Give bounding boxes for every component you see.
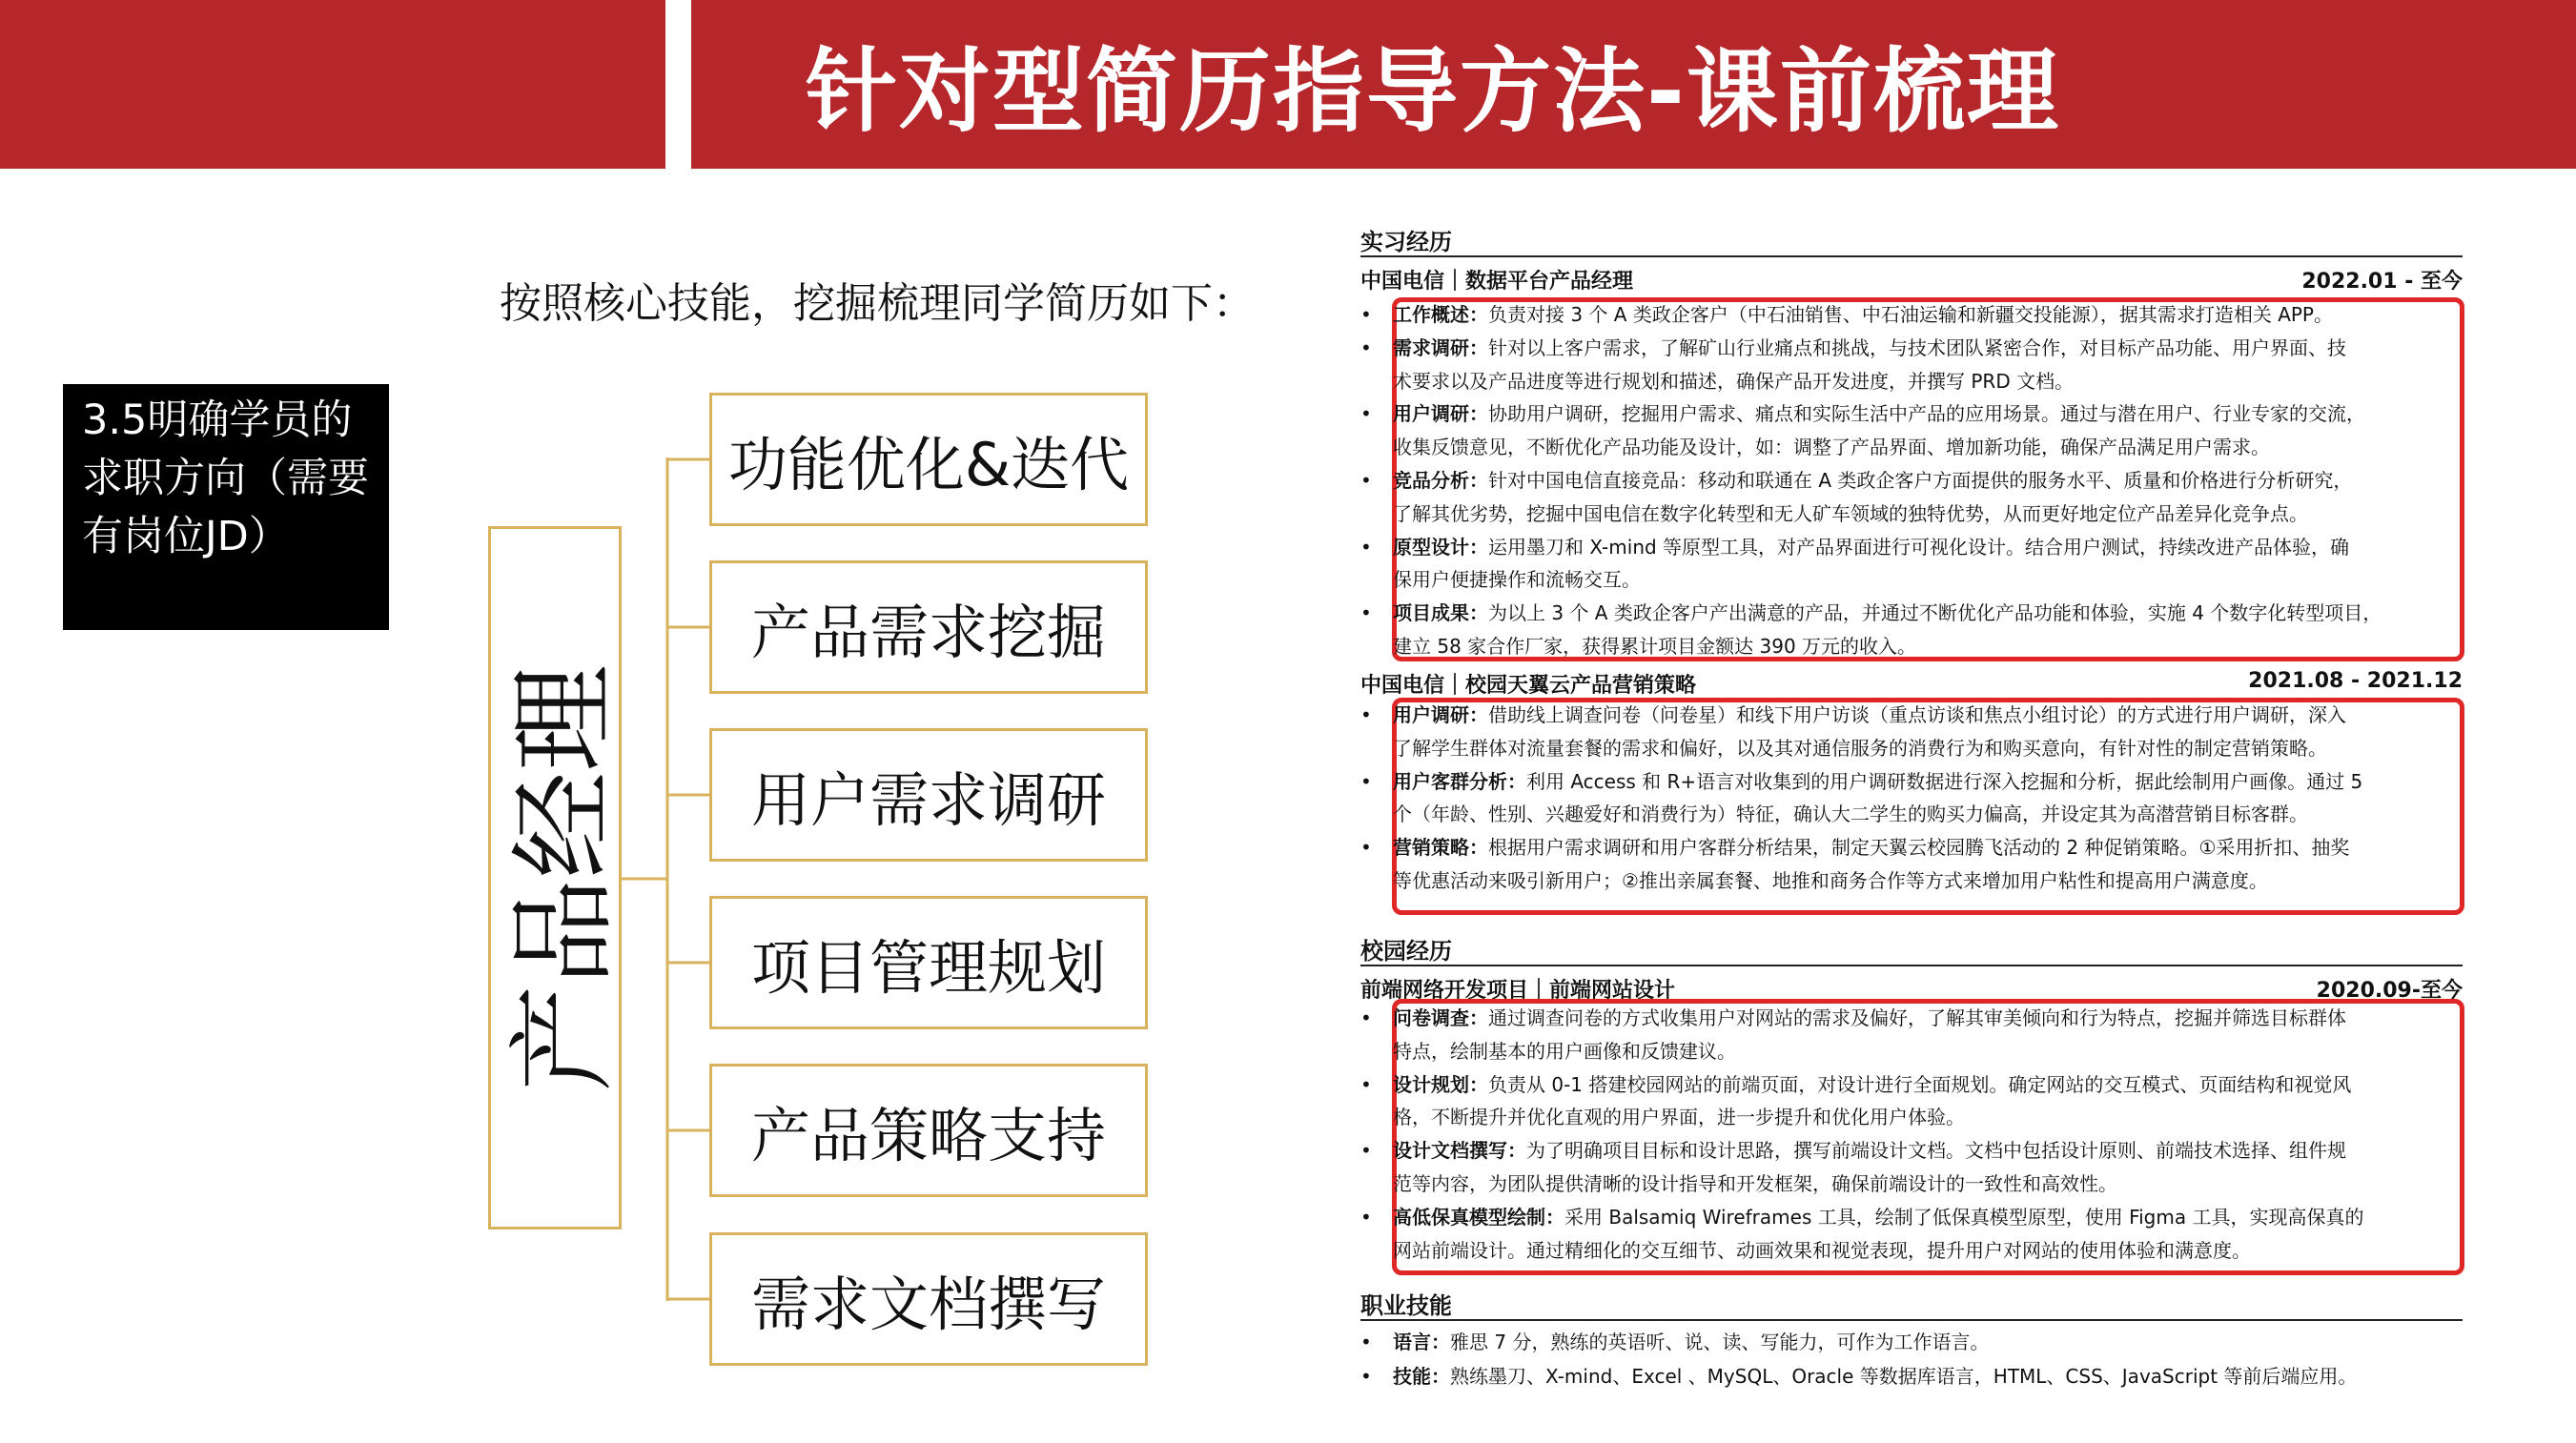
line-text: 了解其优劣势，挖掘中国电信在数字化转型和无人矿车领域的独特优势，从而更好地定位产品差异化竞争点。 [1393, 501, 2308, 525]
resume-line [1360, 737, 2463, 760]
section-heading: 职业技能 [1360, 1292, 1452, 1319]
resume-line [1360, 1139, 2463, 1162]
line-text: 根据用户需求调研和用户客群分析结果，制定天翼云校园腾飞活动的 2 种促销策略。①采用折扣、抽奖 [1488, 836, 2350, 860]
line-text: 了解学生群体对流量套餐的需求和偏好，以及其对通信服务的消费行为和购买意向，有针对性的制定营销策略。 [1393, 736, 2327, 760]
line-key: 设计规划： [1393, 1072, 1488, 1096]
line-text: 利用 Access 和 R+语言对收集到的用户调研数据进行深入挖掘和分析，据此绘制用户画像。通过 5 [1526, 769, 2363, 793]
bullet: • [1360, 402, 1372, 426]
resume-line [1360, 703, 2463, 726]
line-text: 个（年龄、性别、兴趣爱好和消费行为）特征，确认大二学生的购买力偏高，并设定其为高潜营销目标客群。 [1393, 803, 2308, 826]
skill-box: 产品策略支持 [709, 1064, 1148, 1197]
line-text: 为以上 3 个 A 类政企客户产出满意的产品，并通过不断优化产品功能和体验，实施 4 个数字化转型项目， [1488, 601, 2382, 625]
resume-line [1360, 469, 2463, 492]
line-key: 用户客群分析： [1393, 769, 1526, 793]
line-text: 负责从 0-1 搭建校园网站的前端页面，对设计进行全面规划。确定网站的交互模式、页面结构和视觉风 [1488, 1072, 2352, 1096]
line-text: 建立 58 家合作厂家，获得累计项目金额达 390 万元的收入。 [1393, 635, 1917, 658]
resume-line [1360, 1365, 2463, 1388]
bullet: • [1360, 469, 1372, 492]
resume-line [1360, 1040, 2463, 1063]
line-text: 针对以上客户需求，了解矿山行业痛点和挑战，与技术团队紧密合作，对目标产品功能、用户界面、技 [1488, 335, 2346, 359]
bullet: • [1360, 335, 1372, 359]
bullet: • [1360, 836, 1372, 860]
line-text: 为了明确项目目标和设计思路，撰写前端设计文档。文档中包括设计原则、前端技术选择、组件规 [1526, 1139, 2346, 1163]
resume-line [1360, 836, 2463, 859]
line-key: 用户调研： [1393, 402, 1488, 426]
resume-excerpt [1349, 200, 2474, 1415]
resume-line [1360, 1331, 2463, 1353]
bullet: • [1360, 535, 1372, 559]
section-rule [1360, 255, 2463, 257]
job-title: 前端网络开发项目｜前端网站设计 [1360, 979, 1676, 1003]
resume-line [1360, 1106, 2463, 1128]
resume-line [1360, 1006, 2463, 1029]
line-key: 高低保真模型绘制： [1393, 1205, 1564, 1229]
bullet: • [1360, 1205, 1372, 1229]
skill-box: 产品需求挖掘 [709, 560, 1148, 694]
section-rule [1360, 965, 2463, 966]
line-key: 语言： [1393, 1331, 1450, 1353]
line-key: 原型设计： [1393, 535, 1488, 559]
bullet: • [1360, 601, 1372, 625]
connector-bracket [622, 457, 713, 1301]
line-key: 需求调研： [1393, 335, 1488, 359]
line-text: 负责对接 3 个 A 类政企客户（中石油销售、中石油运输和新疆交投能源），据其需求打造相关 APP。 [1488, 303, 2333, 326]
bullet: • [1360, 1365, 1372, 1388]
bullet: • [1360, 303, 1372, 326]
skill-box: 用户需求调研 [709, 728, 1148, 862]
resume-line [1360, 770, 2463, 793]
line-text: 保用户便捷操作和流畅交互。 [1393, 568, 1641, 592]
line-text: 针对中国电信直接竞品：移动和联通在 A 类政企客户方面提供的服务水平、质量和价格进行分析研究， [1488, 469, 2353, 492]
bullet: • [1360, 769, 1372, 793]
line-text: 雅思 7 分，熟练的英语听、说、读、写能力，可作为工作语言。 [1450, 1331, 1990, 1353]
resume-line [1360, 336, 2463, 359]
resume-line [1360, 402, 2463, 425]
line-key: 问卷调查： [1393, 1006, 1488, 1029]
section-rule [1360, 1319, 2463, 1321]
resume-line [1360, 370, 2463, 393]
line-key: 设计文档撰写： [1393, 1139, 1526, 1163]
resume-line [1360, 568, 2463, 591]
line-text: 等优惠活动来吸引新用户；②推出亲属套餐、地推和商务合作等方式来增加用户粘性和提高用户满意度。 [1393, 869, 2268, 892]
bullet: • [1360, 1331, 1372, 1353]
resume-line [1360, 601, 2463, 624]
skill-box: 功能优化&迭代 [709, 393, 1148, 526]
line-key: 用户调研： [1393, 703, 1488, 726]
line-text: 通过调查问卷的方式收集用户对网站的需求及偏好，了解其审美倾向和行为特点，挖掘并筛选目标群体 [1488, 1006, 2346, 1029]
skill-box: 需求文档撰写 [709, 1232, 1148, 1366]
resume-line [1360, 635, 2463, 658]
resume-line [1360, 1073, 2463, 1096]
job-title: 中国电信｜数据平台产品经理 [1360, 270, 1634, 294]
job-header [1360, 265, 2463, 295]
resume-line [1360, 1172, 2463, 1195]
line-key: 营销策略： [1393, 836, 1488, 860]
section-heading: 实习经历 [1360, 229, 1452, 255]
resume-line [1360, 1206, 2463, 1229]
line-text: 范等内容，为团队提供清晰的设计指导和开发框架，确保前端设计的一致性和高效性。 [1393, 1172, 2117, 1195]
resume-line [1360, 303, 2463, 326]
line-key: 项目成果： [1393, 601, 1488, 625]
bullet: • [1360, 703, 1372, 726]
line-key: 工作概述： [1393, 303, 1488, 326]
resume-line [1360, 803, 2463, 825]
line-key: 竞品分析： [1393, 469, 1488, 492]
role-label: 产品经理 [501, 664, 626, 1091]
line-text: 协助用户调研，挖掘用户需求、痛点和实际生活中产品的应用场景。通过与潜在用户、行业专家的交流， [1488, 402, 2365, 426]
job-date: 2022.01 - 至今 [2301, 270, 2463, 294]
bullet: • [1360, 1072, 1372, 1096]
skill-box: 项目管理规划 [709, 896, 1148, 1029]
line-text: 运用墨刀和 X-mind 等原型工具，对产品界面进行可视化设计。结合用户测试，持续改进产品体验，确 [1488, 535, 2350, 559]
line-text: 采用 Balsamiq Wireframes 工具，绘制了低保真模型原型，使用 Figma 工具，实现高保真的 [1564, 1205, 2364, 1229]
line-text: 收集反馈意见，不断优化产品功能及设计，如：调整了产品界面、增加新功能，确保产品满足用户需求。 [1393, 436, 2270, 459]
job-date: 2021.08 - 2021.12 [2248, 669, 2463, 693]
resume-line [1360, 536, 2463, 559]
resume-line [1360, 869, 2463, 892]
section-heading: 校园经历 [1360, 938, 1452, 965]
resume-line [1360, 436, 2463, 458]
line-text: 格，不断提升并优化直观的用户界面，进一步提升和优化用户体验。 [1393, 1106, 1965, 1129]
job-date: 2020.09-至今 [2316, 979, 2463, 1003]
line-text: 熟练墨刀、X-mind、Excel 、MySQL、Oracle 等数据库语言，HTML、CSS、JavaScript 等前后端应用。 [1450, 1365, 2358, 1388]
line-text: 网站前端设计。通过精细化的交互细节、动画效果和视觉表现，提升用户对网站的使用体验和满意度。 [1393, 1238, 2251, 1262]
bullet: • [1360, 1006, 1372, 1029]
line-key: 技能： [1393, 1365, 1450, 1388]
bullet: • [1360, 1139, 1372, 1163]
job-header [1360, 669, 2463, 699]
intro-text: 按照核心技能，挖掘梳理同学简历如下： [500, 279, 1255, 328]
line-text: 特点，绘制基本的用户画像和反馈建议。 [1393, 1039, 1736, 1063]
resume-line [1360, 502, 2463, 525]
line-text: 术要求以及产品进度等进行规划和描述，确保产品开发进度，并撰写 PRD 文档。 [1393, 369, 2075, 393]
line-text: 借助线上调查问卷（问卷星）和线下用户访谈（重点访谈和焦点小组讨论）的方式进行用户调研，深入 [1488, 703, 2346, 726]
slide-title: 针对型简历指导方法-课前梳理 [806, 38, 2060, 145]
note-box: 3.5明确学员的求职方向（需要有岗位JD） [63, 384, 389, 630]
resume-line [1360, 1239, 2463, 1262]
header-bar-left [0, 0, 665, 169]
job-title: 中国电信｜校园天翼云产品营销策略 [1360, 674, 1697, 698]
